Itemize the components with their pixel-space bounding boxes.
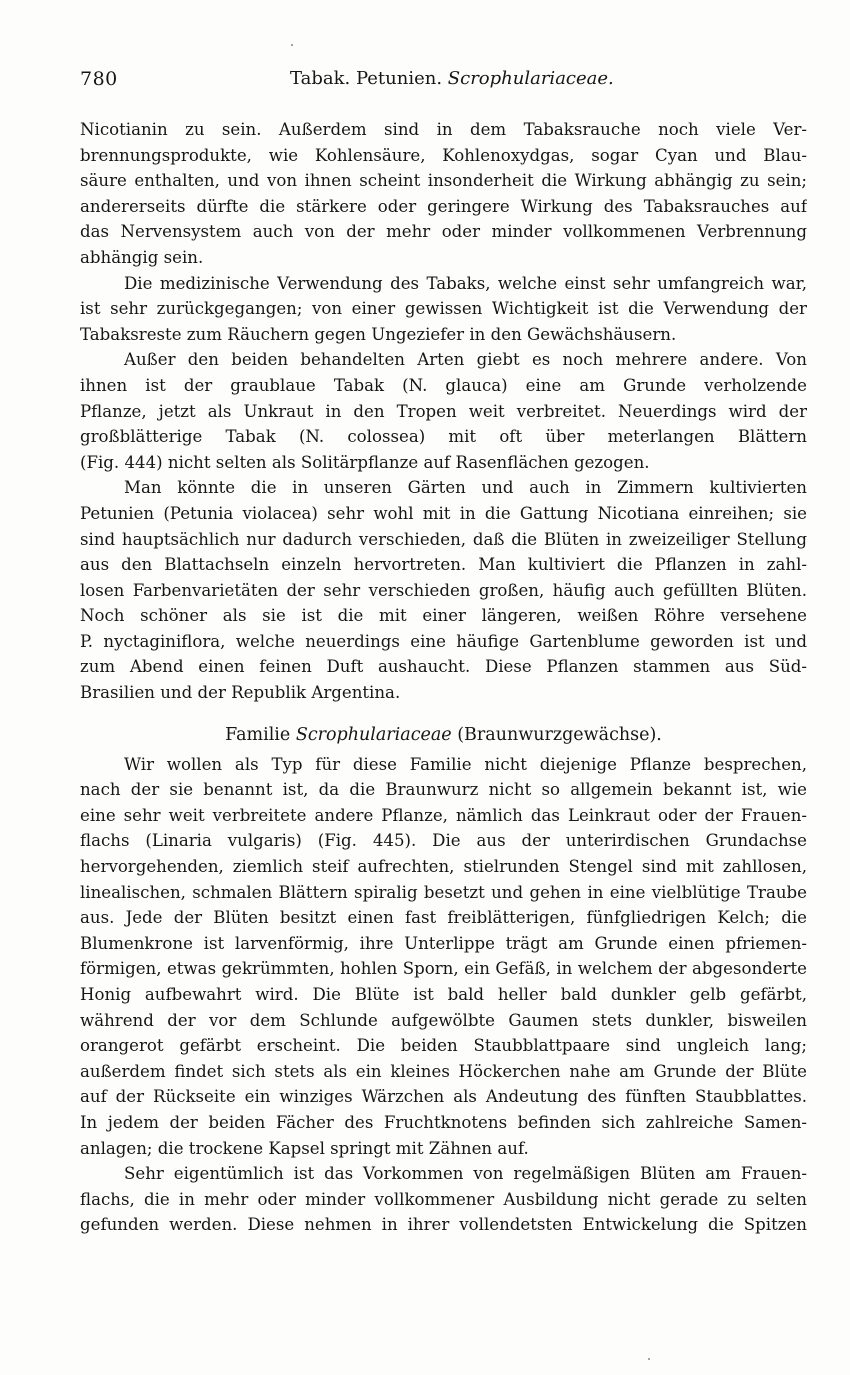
running-head	[290, 68, 614, 89]
text-line: Brasilien und der Republik Argentina.	[80, 683, 401, 703]
text-line: Sehr eigentümlich ist das Vorkommen von regelmäßigen Blüten am Frauen-	[124, 1164, 807, 1184]
page-number: 780	[80, 68, 118, 90]
text-line: flachs (Linaria vulgaris) (Fig. 445). Die aus der unterirdischen Grundachse	[80, 831, 807, 851]
paragraph	[80, 1161, 807, 1238]
text-line: Tabaksreste zum Räuchern gegen Ungeziefer in den Gewächshäusern.	[80, 324, 677, 344]
text-line: großblätterige Tabak (N. colossea) mit oft über meterlangen Blättern	[80, 427, 807, 447]
paragraph	[80, 271, 807, 348]
text-line: linealischen, schmalen Blättern spiralig besetzt und gehen in eine vielblütige Traube	[80, 882, 807, 902]
text-line: ist sehr zurückgegangen; von einer gewissen Wichtigkeit ist die Verwendung der	[80, 299, 807, 319]
text-line: anlagen; die trockene Kapsel springt mit Zähnen auf.	[80, 1138, 529, 1158]
text-line: P. nyctaginiflora, welche neuerdings eine häufige Gartenblume geworden ist und	[80, 631, 807, 651]
text-line: ihnen ist der graublaue Tabak (N. glauca) eine am Grunde verholzende	[80, 375, 807, 395]
paragraph	[80, 347, 807, 475]
text-line: Honig aufbewahrt wird. Die Blüte ist bald heller bald dunkler gelb gefärbt,	[80, 985, 807, 1004]
text-line: andererseits dürfte die stärkere oder geringere Wirkung des Tabaksrauches auf	[80, 196, 807, 216]
text-line: das Nervensystem auch von der mehr oder minder vollkommenen Verbrennung	[80, 222, 807, 242]
text-line: förmigen, etwas gekrümmten, hohlen Sporn, ein Gefäß, in welchem der abgesonderte	[80, 959, 807, 979]
body-text	[80, 117, 807, 1238]
text-line: während der vor dem Schlunde aufgewölbte Gaumen stets dunkler, bisweilen	[80, 1010, 807, 1030]
text-line: brennungsprodukte, wie Kohlensäure, Kohlenoxydgas, sogar Cyan und Blau-	[80, 145, 807, 165]
text-line: säure enthalten, und von ihnen scheint insonderheit die Wirkung abhängig zu sein;	[80, 171, 807, 191]
text-line: aus den Blattachseln einzeln hervortreten. Man kultiviert die Pflanzen in zahl-	[80, 555, 807, 575]
text-line: eine sehr weit verbreitete andere Pflanze, nämlich das Leinkraut oder der Frauen-	[80, 805, 807, 825]
text-line: auf der Rückseite ein winziges Wärzchen als Andeutung des fünften Staubblattes.	[80, 1087, 807, 1107]
text-line: Blumenkrone ist larvenförmig, ihre Unterlippe trägt am Grunde einen pfriemen-	[80, 933, 807, 953]
running-head-latin: Scrophulariaceae.	[447, 68, 614, 89]
text-line: Noch schöner als sie ist die mit einer längeren, weißen Röhre versehene	[80, 606, 807, 626]
section-heading-suffix: (Braunwurzgewächse).	[457, 724, 662, 745]
paragraph	[80, 117, 807, 271]
text-line: nach der sie benannt ist, da die Braunwurz nicht so allgemein bekannt ist, wie	[80, 780, 807, 800]
text-line: Die medizinische Verwendung des Tabaks, welche einst sehr umfangreich war,	[124, 273, 807, 293]
text-line: sind hauptsächlich nur dadurch verschieden, daß die Blüten in zweizeiliger Stellung	[80, 529, 807, 549]
paragraph	[80, 752, 807, 1162]
text-line: Man könnte die in unseren Gärten und auch in Zimmern kultivierten	[124, 478, 807, 498]
text-line: außerdem findet sich stets als ein kleines Höckerchen nahe am Grunde der Blüte	[80, 1061, 807, 1081]
page-header	[80, 64, 805, 94]
text-line: losen Farbenvarietäten der sehr verschieden großen, häufig auch gefüllten Blüten.	[80, 580, 807, 600]
text-line: Nicotianin zu sein. Außerdem sind in dem Tabaksrauche noch viele Ver-	[80, 120, 807, 139]
text-line: flachs, die in mehr oder minder vollkommener Ausbildung nicht gerade zu selten	[80, 1189, 807, 1209]
section-heading-latin: Scrophulariaceae	[295, 724, 452, 745]
text-line: aus. Jede der Blüten besitzt einen fast freiblätterigen, fünfgliedrigen Kelch; die	[80, 908, 807, 928]
scan-speck	[291, 44, 293, 46]
scan-speck	[648, 1358, 650, 1360]
text-line: (Fig. 444) nicht selten als Solitärpflanze auf Rasenflächen gezogen.	[80, 452, 650, 472]
text-line: Außer den beiden behandelten Arten giebt es noch mehrere andere. Von	[124, 350, 807, 370]
section-heading	[80, 718, 807, 752]
text-line: hervorgehenden, ziemlich steif aufrechten, stielrunden Stengel sind mit zahllosen,	[80, 857, 807, 877]
text-line: Petunien (Petunia violacea) sehr wohl mit in die Gattung Nicotiana einreihen; sie	[80, 503, 807, 523]
running-head-title: Tabak. Petunien.	[290, 68, 443, 89]
paragraph	[80, 475, 807, 705]
section-heading-prefix: Familie	[225, 724, 291, 745]
text-line: Pflanze, jetzt als Unkraut in den Tropen weit verbreitet. Neuerdings wird der	[80, 401, 807, 421]
text-line: orangerot gefärbt erscheint. Die beiden Staubblattpaare sind ungleich lang;	[80, 1036, 807, 1056]
text-line: abhängig sein.	[80, 247, 204, 267]
text-line: zum Abend einen feinen Duft aushaucht. Diese Pflanzen stammen aus Süd-	[80, 657, 807, 677]
text-line: Wir wollen als Typ für diese Familie nicht diejenige Pflanze besprechen,	[124, 754, 807, 774]
text-line: gefunden werden. Diese nehmen in ihrer vollendetsten Entwickelung die Spitzen	[80, 1215, 807, 1235]
text-line: In jedem der beiden Fächer des Fruchtknotens befinden sich zahlreiche Samen-	[80, 1112, 807, 1132]
